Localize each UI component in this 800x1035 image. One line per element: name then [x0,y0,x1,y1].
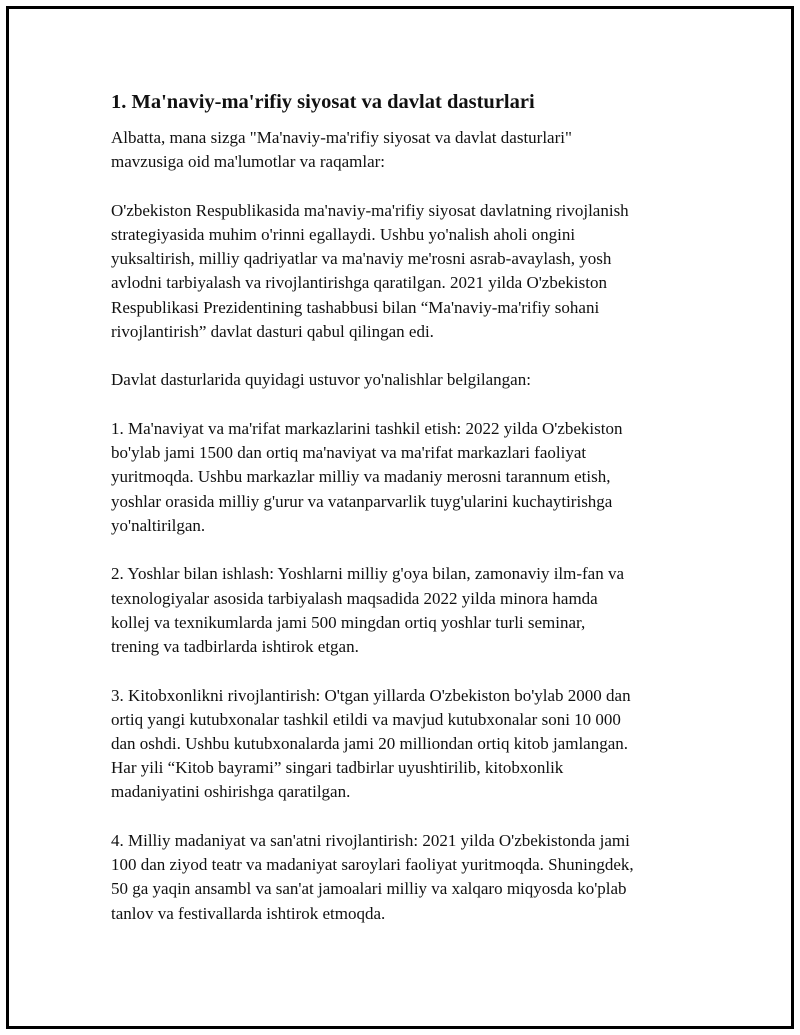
paragraph [111,684,701,805]
paragraph-line: 1. Ma'naviyat va ma'rifat markazlarini tashkil etish: 2022 yilda O'zbekiston [111,419,623,438]
paragraph-line: Davlat dasturlarida quyidagi ustuvor yo'nalishlar belgilangan: [111,370,531,390]
paragraph-line: yo'naltirilgan. [111,515,206,535]
paragraph-line: madaniyatini oshirishga qaratilgan. [111,782,351,802]
document-title: 1. Ma'naviy-ma'rifiy siyosat va davlat dasturlari [111,91,535,113]
document-body [111,89,701,950]
paragraph-line: bo'ylab jami 1500 dan ortiq ma'naviyat va ma'rifat markazlari faoliyat [111,443,587,463]
paragraph-line: dan oshdi. Ushbu kutubxonalarda jami 20 milliondan ortiq kitob jamlangan. [111,734,629,754]
paragraph-line: strategiyasida muhim o'rinni egallaydi. Ushbu yo'nalish aholi ongini [111,225,576,244]
paragraph-line: avlodni tarbiyalash va rivojlantirishga qaratilgan. 2021 yilda O'zbekiston [111,273,607,293]
paragraph-line: trening va tadbirlarda ishtirok etgan. [111,637,359,657]
paragraph-line: ortiq yangi kutubxonalar tashkil etildi va mavjud kutubxonalar soni 10 000 [111,709,621,729]
paragraph-line: yoshlar orasida milliy g'urur va vatanparvarlik tuyg'ularini kuchaytirishga [111,491,613,511]
paragraph-line: 3. Kitobxonlikni rivojlantirish: O'tgan yillarda O'zbekiston bo'ylab 2000 dan [111,685,631,705]
paragraph-line: 4. Milliy madaniyat va san'atni rivojlantirish: 2021 yilda O'zbekistonda jami [111,831,630,851]
paragraph-line: Respublikasi Prezidentining tashabbusi bilan “Ma'naviy-ma'rifiy sohani [111,297,600,317]
paragraph-line: 100 dan ziyod teatr va madaniyat saroylari faoliyat yuritmoqda. Shuningdek, [111,855,634,875]
paragraph-line: yuksaltirish, milliy qadriyatlar va ma'naviy me'rosni asrab-avaylash, yosh [111,249,612,269]
paragraph [111,199,701,344]
paragraph [111,126,701,174]
paragraph-line: tanlov va festivallarda ishtirok etmoqda. [111,903,386,923]
paragraph [111,417,701,538]
paragraph [111,829,701,926]
paragraph [111,368,701,392]
paragraph-line: yuritmoqda. Ushbu markazlar milliy va madaniy merosni tarannum etish, [111,467,611,487]
paragraph-line: 50 ga yaqin ansambl va san'at jamoalari milliy va xalqaro miqyosda ko'plab [111,879,627,899]
paragraph-line: Albatta, mana sizga "Ma'naviy-ma'rifiy siyosat va davlat dasturlari" [111,128,572,147]
paragraph-line: mavzusiga oid ma'lumotlar va raqamlar: [111,152,386,172]
paragraph [111,562,701,659]
paragraph-line: kollej va texnikumlarda jami 500 mingdan ortiq yoshlar turli seminar, [111,612,586,632]
paragraph-line: 2. Yoshlar bilan ishlash: Yoshlarni milliy g'oya bilan, zamonaviy ilm-fan va [111,564,625,584]
paragraph-line: O'zbekiston Respublikasida ma'naviy-ma'rifiy siyosat davlatning rivojlanish [111,200,629,220]
paragraph-line: texnologiyalar asosida tarbiyalash maqsadida 2022 yilda minora hamda [111,588,598,608]
paragraph-list [111,126,701,926]
paragraph-line: Har yili “Kitob bayrami” singari tadbirlar uyushtirilib, kitobxonlik [111,758,564,778]
paragraph-line: rivojlantirish” davlat dasturi qabul qilingan edi. [111,321,434,341]
